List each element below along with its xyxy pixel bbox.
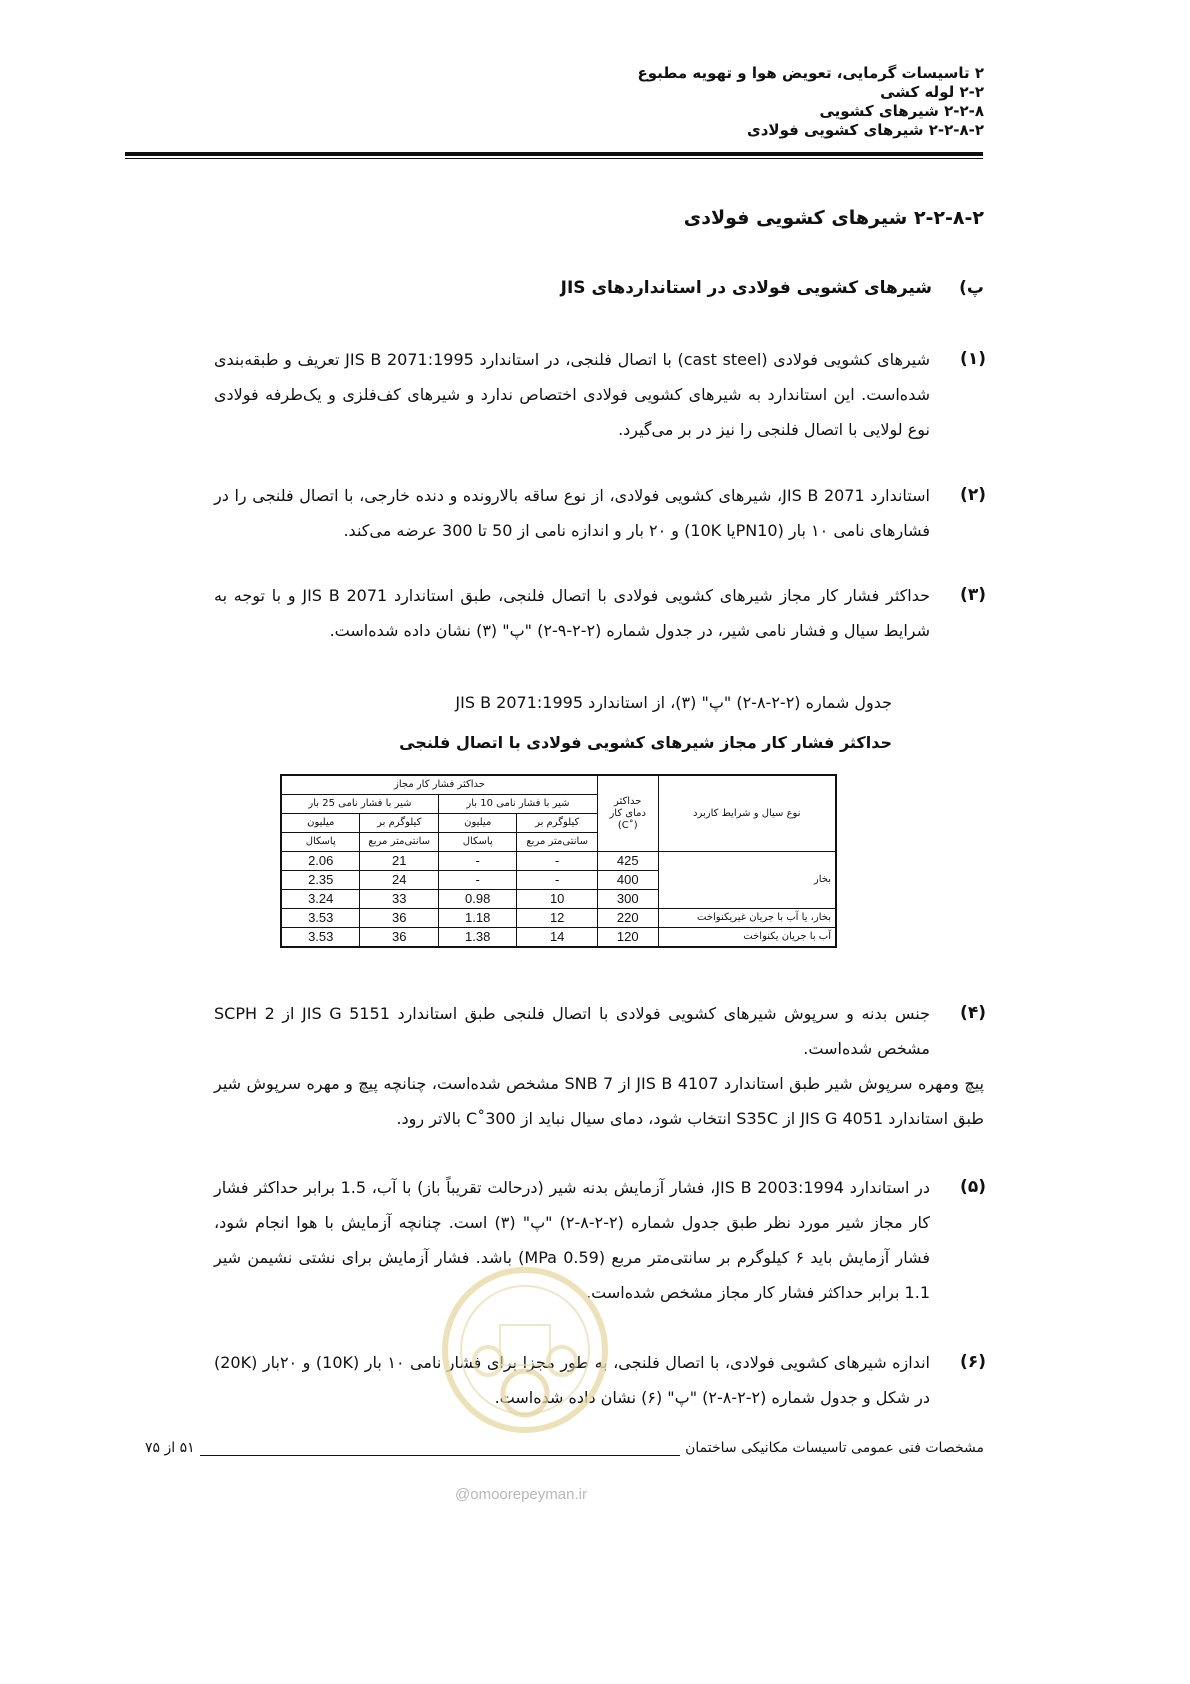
paragraph-number: (۳) — [960, 585, 986, 605]
cell-kg10: - — [517, 871, 598, 890]
footer-rule — [200, 1455, 680, 1456]
paragraph-number: (۱) — [960, 349, 986, 369]
cell-temp: 220 — [597, 909, 658, 928]
header-topic: ۲-۲-۸-۲ شیرهای کشویی فولادی — [746, 121, 984, 139]
table-caption: جدول شماره (۲-۲-۸-۲) "پ" (۳)، از استاندارد JIS B 2071:1995 — [455, 693, 892, 712]
cell-mpa25: 3.53 — [281, 928, 360, 948]
table-row — [281, 852, 836, 871]
paragraph-text: شیرهای کشویی فولادی (cast steel) با اتصال فلنجی، در استاندارد JIS B 2071:1995 تعریف و طبقه‌بندی شده‌است. این استاندارد به شیرهای کشویی فولادی اختصاص ندارد و شیرهای کف‌فلزی و یک‌طرفه فولادی نوع لولایی با اتصال فلنجی را نیز در بر می‌گیرد. — [214, 350, 931, 439]
pressure-table — [280, 774, 837, 948]
subsection-mark: پ) — [959, 278, 984, 298]
footer-title: مشخصات فنی عمومی تاسیسات مکانیکی ساختمان — [685, 1440, 984, 1456]
header-chapter: ۲ تاسیسات گرمایی، تعویض هوا و تهویه مطبوع — [637, 64, 984, 82]
header-section: ۲-۲ لوله کشی — [880, 83, 984, 101]
cell-temp: 400 — [597, 871, 658, 890]
table-row — [281, 909, 836, 928]
table-row — [281, 928, 836, 948]
cell-mpa25: 3.24 — [281, 890, 360, 909]
subsection-text: شیرهای کشویی فولادی در استانداردهای JIS — [560, 278, 932, 298]
table-title: حداکثر فشار کار مجاز شیرهای کشویی فولادی با اتصال فلنجی — [399, 733, 892, 752]
cell-temp: 425 — [597, 852, 658, 871]
watermark-url: @omoorepeyman.ir — [455, 1486, 587, 1503]
paragraph-number: (۲) — [960, 485, 986, 505]
header-max-pressure: حداکثر فشار کار مجاز — [281, 775, 597, 795]
header-rule-thick — [125, 152, 983, 156]
header-mpa: میلیون — [281, 814, 360, 833]
footer-page-number: ۵۱ از ۷۵ — [145, 1440, 195, 1456]
cell-kg25: 33 — [360, 890, 439, 909]
cell-mpa25: 2.35 — [281, 871, 360, 890]
paragraph-number: (۴) — [960, 1003, 986, 1023]
paragraph-2 — [214, 478, 984, 548]
paragraph-text-continued: پیچ ومهره سرپوش شیر طبق استاندارد JIS B 4107 از SNB 7 مشخص شده‌است، چنانچه پیچ و مهره سرپوش شیر طبق استاندارد JIS G 4051 از S35C انتخاب شود، دمای سیال نباید از 300˚C بالاتر رود. — [214, 1074, 984, 1128]
paragraph-3 — [214, 578, 984, 648]
cell-mpa25: 3.53 — [281, 909, 360, 928]
fluid-cell: بخار، یا آب با جریان غیریکنواخت — [658, 909, 836, 928]
header-mpa-unit: پاسکال — [439, 833, 517, 852]
header-10bar: شیر با فشار نامی 10 بار — [439, 795, 598, 814]
paragraph-1 — [214, 342, 984, 447]
cell-kg10: - — [517, 852, 598, 871]
header-kg: کیلوگرم بر — [517, 814, 598, 833]
header-kg-unit: سانتی‌متر مربع — [360, 833, 439, 852]
paragraph-number: (۶) — [960, 1352, 986, 1372]
cell-kg10: 10 — [517, 890, 598, 909]
header-subsection: ۲-۲-۸ شیرهای کشویی — [819, 102, 984, 120]
paragraph-text: در استاندارد JIS B 2003:1994، فشار آزمایش بدنه شیر (درحالت تقریباً باز) با آب، 1.5 برابر حداکثر فشار کار مجاز شیر مورد نظر طبق جدول شماره (۲-۲-۸-۲) "پ" (۳) است. چنانچه آزمایش با هوا انجام شود، فشار آزمایش باید ۶ کیلوگرم بر سانتی‌متر مربع (0.59 MPa) باشد. فشار آزمایش برای نشتی نشیمن شیر 1.1 برابر حداکثر فشار کار مجاز مشخص شده‌است. — [214, 1178, 931, 1302]
paragraph-text: حداکثر فشار کار مجاز شیرهای کشویی فولادی با اتصال فلنجی، طبق استاندارد JIS B 2071 و با توجه به شرایط سیال و فشار نامی شیر، در جدول شماره (۲-۲-۹-۲) "پ" (۳) نشان داده شده‌است. — [214, 586, 930, 640]
cell-mpa10: 1.18 — [439, 909, 517, 928]
header-kg-unit: سانتی‌متر مربع — [517, 833, 598, 852]
cell-kg10: 12 — [517, 909, 598, 928]
cell-mpa25: 2.06 — [281, 852, 360, 871]
cell-temp: 120 — [597, 928, 658, 948]
header-rule-thin — [125, 158, 983, 159]
paragraph-text: اندازه شیرهای کشویی فولادی، با اتصال فلنجی، به طور مجزا برای فشار نامی ۱۰ بار (10K) و ۲۰بار (20K) در شکل و جدول شماره (۲-۲-۸-۲) "پ" (۶) نشان داده شده‌است. — [214, 1353, 931, 1407]
page-header — [124, 64, 984, 140]
cell-mpa10: 0.98 — [439, 890, 517, 909]
header-mpa-unit: پاسکال — [281, 833, 360, 852]
cell-mpa10: 1.38 — [439, 928, 517, 948]
watermark-logo — [440, 1265, 610, 1435]
paragraph-text: جنس بدنه و سرپوش شیرهای کشویی فولادی با اتصال فلنجی طبق استاندارد JIS G 5151 از SCPH 2 مشخص شده‌است. — [214, 1004, 931, 1058]
header-25bar: شیر با فشار نامی 25 بار — [281, 795, 439, 814]
paragraph-number: (۵) — [960, 1177, 986, 1197]
cell-kg10: 14 — [517, 928, 598, 948]
cell-kg25: 24 — [360, 871, 439, 890]
paragraph-4 — [214, 996, 984, 1136]
cell-temp: 300 — [597, 890, 658, 909]
header-fluid: نوع سیال و شرایط کاربرد — [658, 775, 836, 852]
fluid-cell: بخار — [658, 852, 836, 909]
cell-kg25: 21 — [360, 852, 439, 871]
header-temperature: حداکثر دمای کار (˚C) — [597, 775, 658, 852]
header-kg: کیلوگرم بر — [360, 814, 439, 833]
header-mpa: میلیون — [439, 814, 517, 833]
fluid-cell: آب با جریان یکنواخت — [658, 928, 836, 948]
subsection-title — [284, 278, 984, 298]
cell-kg25: 36 — [360, 928, 439, 948]
cell-kg25: 36 — [360, 909, 439, 928]
paragraph-text: استاندارد JIS B 2071، شیرهای کشویی فولادی، از نوع ساقه بالارونده و دنده خارجی، با اتصال فلنجی را در فشارهای نامی ۱۰ بار (PN10یا 10K) و ۲۰ بار و اندازه نامی از 50 تا 300 عرضه می‌کند. — [214, 486, 930, 540]
cell-mpa10: - — [439, 871, 517, 890]
cell-mpa10: - — [439, 852, 517, 871]
section-title: ۲-۲-۸-۲ شیرهای کشویی فولادی — [683, 207, 984, 229]
